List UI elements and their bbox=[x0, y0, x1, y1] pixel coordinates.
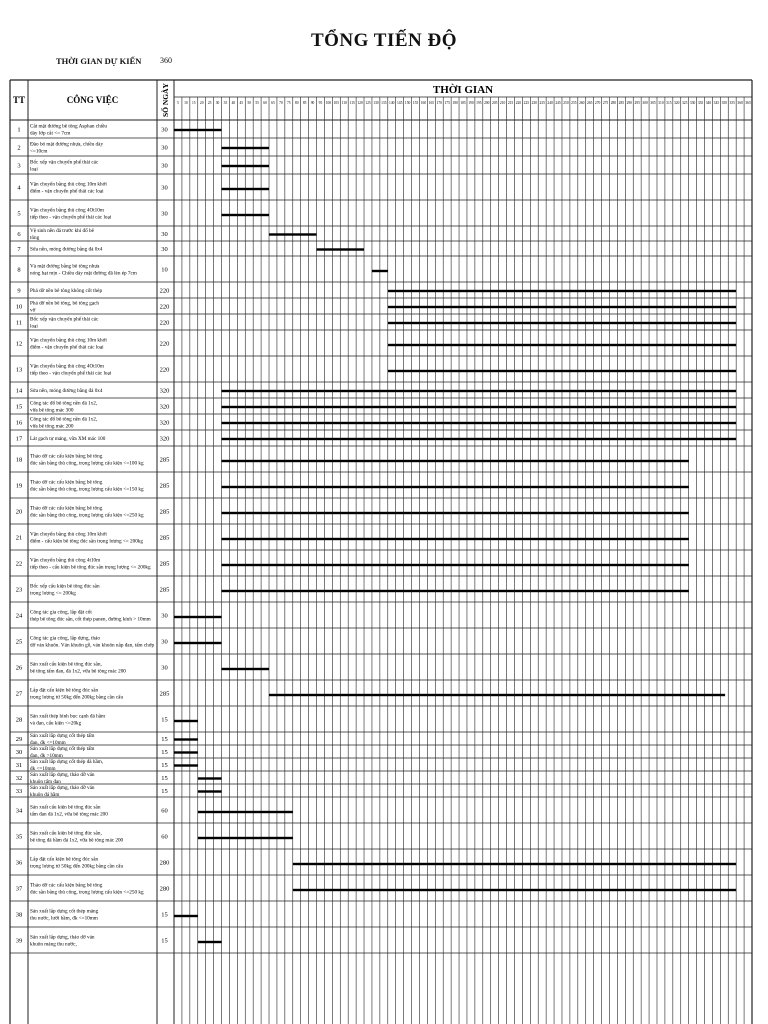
day-tick-label: 15 bbox=[191, 101, 196, 105]
day-tick-label: 270 bbox=[594, 101, 601, 105]
row-number: 9 bbox=[17, 287, 21, 295]
task-name: Sửa nền, móng đường bằng đá 0x4 bbox=[30, 246, 103, 253]
day-tick-label: 225 bbox=[523, 101, 530, 105]
task-name: Lắp đặt cấu kiện bê tông đúc sẵn trọng lượng từ 50kg đến 200kg bằng cần cẩu bbox=[30, 856, 124, 870]
gantt-bar bbox=[222, 214, 270, 216]
gantt-bar bbox=[222, 438, 737, 440]
row-number: 14 bbox=[15, 387, 23, 395]
gantt-bar bbox=[222, 165, 270, 167]
task-name: Tháo dỡ các cấu kiện bằng bê tông đúc sẵn bằng thủ công, trọng lượng cấu kiện <=250 kg bbox=[30, 505, 144, 519]
day-tick-label: 360 bbox=[737, 101, 743, 105]
day-tick-label: 65 bbox=[271, 101, 275, 105]
gantt-bar bbox=[372, 270, 388, 272]
day-tick-label: 150 bbox=[404, 101, 411, 105]
day-tick-label: 90 bbox=[310, 101, 315, 105]
day-tick-label: 330 bbox=[689, 101, 696, 105]
duration-days: 285 bbox=[159, 534, 170, 542]
task-name: Bốc xếp cấu kiện bê tông đúc sẵn trọng lượng <= 200kg bbox=[30, 583, 100, 597]
day-tick-label: 250 bbox=[563, 101, 569, 105]
duration-days: 320 bbox=[159, 435, 170, 443]
task-name: Bốc xếp vận chuyển phế thải các loại bbox=[30, 316, 99, 330]
task-name: Tháo dỡ các cấu kiện bằng bê tông đúc sẵn bằng thủ công, trọng lượng cấu kiện <=100 kg bbox=[30, 453, 144, 467]
gantt-bar bbox=[222, 486, 689, 488]
day-tick-label: 265 bbox=[586, 101, 593, 105]
day-tick-label: 365 bbox=[745, 101, 751, 105]
task-name: Công tác đổ bê tông nền đá 1x2, vữa bê tông mác 300 bbox=[30, 400, 98, 414]
header-task: CÔNG VIỆC bbox=[66, 95, 119, 105]
row-number: 30 bbox=[15, 749, 23, 756]
row-number: 18 bbox=[15, 456, 23, 464]
gantt-bar bbox=[174, 129, 222, 131]
task-name: Vận chuyển bằng thủ công 4Ot10m tiếp theo - vận chuyển phế thải các loại bbox=[30, 207, 112, 221]
row-number: 32 bbox=[15, 775, 23, 782]
duration-days: 285 bbox=[159, 508, 170, 516]
day-tick-label: 70 bbox=[279, 101, 283, 105]
task-name: Sản xuất cấu kiện bê tông đúc sẵn tấm đan đá 1x2, vữa bê tông mác 200 bbox=[30, 804, 108, 818]
task-name: Công tác đổ bê tông nền đá 1x2, vữa bê tông mác 200 bbox=[30, 416, 98, 430]
gantt-bar bbox=[174, 616, 222, 618]
duration-days: 15 bbox=[161, 716, 168, 724]
task-name: Tháo dỡ các cấu kiện bằng bê tông đúc sẵn bằng thủ công, trọng lượng cấu kiện <=250 kg bbox=[30, 882, 144, 896]
day-tick-label: 210 bbox=[499, 101, 506, 105]
day-tick-label: 290 bbox=[626, 101, 632, 105]
day-tick-label: 5 bbox=[177, 101, 179, 105]
gantt-bar bbox=[198, 941, 222, 943]
row-number: 21 bbox=[15, 534, 23, 542]
duration-days: 320 bbox=[159, 419, 170, 427]
day-tick-label: 315 bbox=[666, 101, 672, 105]
task-name: Sản xuất lắp dựng cốt thép tấm đan, đk >10mm bbox=[30, 746, 95, 759]
duration-days: 15 bbox=[161, 762, 168, 769]
day-tick-label: 55 bbox=[255, 101, 259, 105]
day-tick-label: 145 bbox=[396, 101, 403, 105]
row-number: 23 bbox=[15, 586, 23, 594]
row-number: 7 bbox=[17, 246, 21, 253]
row-number: 6 bbox=[17, 231, 21, 238]
gantt-bar bbox=[174, 915, 198, 917]
day-tick-label: 105 bbox=[333, 101, 340, 105]
row-number: 16 bbox=[15, 419, 23, 427]
gantt-bar bbox=[388, 370, 736, 372]
duration-days: 30 bbox=[161, 612, 168, 620]
row-number: 35 bbox=[15, 833, 23, 841]
day-tick-label: 170 bbox=[436, 101, 442, 105]
day-tick-label: 215 bbox=[507, 101, 514, 105]
duration-days: 285 bbox=[159, 690, 170, 698]
duration-days: 280 bbox=[159, 859, 170, 867]
duration-days: 10 bbox=[161, 266, 168, 274]
day-tick-label: 205 bbox=[491, 101, 498, 105]
day-tick-label: 95 bbox=[318, 101, 323, 105]
task-name: Sản xuất lắp dựng, tháo dỡ ván khuôn mảng thu nước, bbox=[30, 934, 95, 948]
task-name: Sản xuất lắp dựng cốt thép mảng thu nước, lưới hầm, đk <=10mm bbox=[30, 908, 99, 922]
day-tick-label: 255 bbox=[571, 101, 577, 105]
day-tick-label: 220 bbox=[515, 101, 522, 105]
gantt-bar bbox=[222, 512, 689, 514]
day-tick-label: 285 bbox=[618, 101, 625, 105]
day-tick-label: 275 bbox=[602, 101, 609, 105]
gantt-bar bbox=[174, 738, 198, 740]
gantt-bar bbox=[198, 837, 293, 839]
row-number: 20 bbox=[15, 508, 23, 516]
day-tick-label: 240 bbox=[547, 101, 553, 105]
day-tick-label: 40 bbox=[231, 101, 236, 105]
row-number: 2 bbox=[17, 144, 21, 152]
task-name: Sản xuất lắp dựng, tháo dỡ ván khuôn đá hầm bbox=[30, 785, 95, 798]
gantt-bar bbox=[222, 460, 689, 462]
day-tick-label: 340 bbox=[705, 101, 712, 105]
gantt-bar bbox=[222, 668, 270, 670]
duration-days: 30 bbox=[161, 144, 168, 152]
duration-days: 30 bbox=[161, 664, 168, 672]
duration-days: 60 bbox=[161, 807, 168, 815]
planned-duration-value: 360 bbox=[160, 56, 172, 65]
duration-days: 280 bbox=[159, 885, 170, 893]
task-name: Sản xuất lắp dựng, tháo dỡ ván khuôn tấm đan bbox=[30, 772, 95, 785]
task-name: Vận chuyển bằng thủ công 4Ot10m tiếp theo - vận chuyển phế thải các loại bbox=[30, 363, 112, 377]
gantt-bar bbox=[222, 188, 270, 190]
day-tick-label: 130 bbox=[373, 101, 379, 105]
day-tick-label: 50 bbox=[247, 101, 252, 105]
day-tick-label: 165 bbox=[428, 101, 435, 105]
day-tick-label: 305 bbox=[650, 101, 656, 105]
day-tick-label: 310 bbox=[658, 101, 664, 105]
row-number: 22 bbox=[15, 560, 23, 568]
day-tick-label: 80 bbox=[294, 101, 299, 105]
task-name: Sản xuất lắp dựng cốt thép tấm đan, đk <=10mm bbox=[30, 733, 95, 746]
task-name: Vệ sinh nền đá trước khi đổ bê tông bbox=[30, 228, 94, 241]
duration-days: 320 bbox=[159, 403, 170, 411]
gantt-bar bbox=[198, 777, 222, 779]
task-name: Vận chuyển bằng thủ công 10m khởi điểm - vận chuyển phế thải các loại bbox=[30, 181, 107, 195]
duration-days: 15 bbox=[161, 775, 168, 782]
row-number: 33 bbox=[15, 788, 23, 795]
task-name: Phá dỡ nền bê tông, bê tông gạch vỡ bbox=[30, 300, 100, 314]
row-number: 8 bbox=[17, 266, 21, 274]
gantt-bar bbox=[293, 889, 736, 891]
gantt-bar bbox=[174, 751, 198, 753]
planned-duration-label: THỜI GIAN DỰ KIẾN bbox=[56, 56, 142, 66]
row-number: 37 bbox=[15, 885, 23, 893]
row-number: 1 bbox=[17, 126, 21, 134]
task-name: Lát gạch tự mảng, vữa XM mác 100 bbox=[30, 436, 106, 442]
gantt-bar bbox=[317, 248, 365, 250]
duration-days: 220 bbox=[159, 340, 170, 348]
day-tick-label: 190 bbox=[468, 101, 474, 105]
duration-days: 30 bbox=[161, 184, 168, 192]
gantt-bar bbox=[198, 790, 222, 792]
gantt-bar bbox=[222, 390, 737, 392]
day-tick-label: 350 bbox=[721, 101, 727, 105]
row-number: 34 bbox=[15, 807, 23, 815]
task-name: Cắt mặt đường bê tông Asphan chiều dày lớp cắt <= 7cm bbox=[30, 123, 108, 137]
row-number: 26 bbox=[15, 664, 23, 672]
duration-days: 30 bbox=[161, 246, 168, 253]
gantt-bar bbox=[222, 147, 270, 149]
day-tick-label: 60 bbox=[263, 101, 267, 105]
row-number: 17 bbox=[15, 435, 23, 443]
day-tick-label: 345 bbox=[713, 101, 720, 105]
row-number: 29 bbox=[15, 736, 23, 743]
row-number: 15 bbox=[15, 403, 23, 411]
duration-days: 285 bbox=[159, 586, 170, 594]
duration-days: 30 bbox=[161, 231, 168, 238]
day-tick-label: 35 bbox=[223, 101, 228, 105]
day-tick-label: 110 bbox=[341, 101, 347, 105]
day-tick-label: 25 bbox=[207, 101, 212, 105]
duration-days: 15 bbox=[161, 911, 168, 919]
gantt-bar bbox=[222, 538, 689, 540]
gantt-bar bbox=[269, 694, 725, 696]
day-tick-label: 325 bbox=[682, 101, 688, 105]
day-tick-label: 230 bbox=[531, 101, 537, 105]
duration-days: 285 bbox=[159, 560, 170, 568]
day-tick-label: 295 bbox=[634, 101, 640, 105]
header-days: SỐ NGÀY bbox=[161, 83, 170, 117]
day-tick-label: 120 bbox=[357, 101, 363, 105]
row-number: 36 bbox=[15, 859, 23, 867]
gantt-bar bbox=[198, 811, 293, 813]
gantt-bar bbox=[174, 720, 198, 722]
day-tick-label: 260 bbox=[579, 101, 585, 105]
duration-days: 220 bbox=[159, 303, 170, 311]
row-number: 11 bbox=[15, 319, 23, 327]
day-tick-label: 85 bbox=[302, 101, 307, 105]
duration-days: 30 bbox=[161, 126, 168, 134]
row-number: 4 bbox=[17, 184, 21, 192]
row-number: 5 bbox=[17, 210, 21, 218]
task-name: Sửa nền, móng đường bằng đá 0x4 bbox=[30, 388, 103, 394]
duration-days: 220 bbox=[159, 319, 170, 327]
gantt-bar bbox=[174, 642, 222, 644]
task-name: Và mặt đường bằng bê tông nhựa nóng hạt mịn - Chiều dày mặt đường đã lèn ép 7cm bbox=[30, 263, 137, 277]
day-tick-label: 155 bbox=[412, 101, 419, 105]
day-tick-label: 180 bbox=[452, 101, 458, 105]
task-name: Phá dỡ nền bê tông không cốt thép bbox=[30, 288, 103, 294]
duration-days: 30 bbox=[161, 162, 168, 170]
duration-days: 60 bbox=[161, 833, 168, 841]
day-tick-label: 135 bbox=[381, 101, 387, 105]
duration-days: 15 bbox=[161, 736, 168, 743]
task-name: Công tác gia công, lắp dựng, tháo dỡ ván khuôn. Ván khuôn gỗ, ván khuôn nắp đan, tấm chớp bbox=[30, 635, 155, 649]
duration-days: 30 bbox=[161, 638, 168, 646]
day-tick-label: 300 bbox=[642, 101, 648, 105]
header-time: THỜI GIAN bbox=[432, 84, 494, 96]
day-tick-label: 320 bbox=[674, 101, 680, 105]
duration-days: 220 bbox=[159, 366, 170, 374]
day-tick-label: 20 bbox=[199, 101, 204, 105]
duration-days: 15 bbox=[161, 788, 168, 795]
day-tick-label: 200 bbox=[484, 101, 490, 105]
row-number: 39 bbox=[15, 937, 23, 945]
day-tick-label: 355 bbox=[729, 101, 735, 105]
gantt-bar bbox=[222, 406, 737, 408]
gantt-bar bbox=[222, 564, 689, 566]
gantt-bar bbox=[222, 422, 737, 424]
duration-days: 30 bbox=[161, 210, 168, 218]
day-tick-label: 30 bbox=[215, 101, 220, 105]
header-tt: TT bbox=[12, 95, 26, 105]
row-number: 13 bbox=[15, 366, 23, 374]
gantt-bar bbox=[388, 290, 736, 292]
row-number: 3 bbox=[17, 162, 21, 170]
row-number: 19 bbox=[15, 482, 23, 490]
day-tick-label: 115 bbox=[349, 101, 355, 105]
day-tick-label: 75 bbox=[287, 101, 291, 105]
day-tick-label: 160 bbox=[420, 101, 427, 105]
duration-days: 15 bbox=[161, 749, 168, 756]
task-name: Đào bỏ mặt đường nhựa, chiều dày <=10cm bbox=[30, 141, 104, 155]
day-tick-label: 45 bbox=[239, 101, 244, 105]
task-name: Sản xuất lắp dựng cốt thép đá hầm, đk <=10mm bbox=[30, 759, 104, 772]
task-name: Công tác gia công, lắp đặt cốt thép bê tông đúc sẵn, cốt thép panen, đường kính > 10mm bbox=[30, 609, 151, 623]
task-name: Vận chuyển bằng thủ công 10m khởi điểm - vận chuyển phế thải các loại bbox=[30, 337, 107, 351]
day-tick-label: 185 bbox=[460, 101, 466, 105]
gantt-bar bbox=[222, 590, 689, 592]
day-tick-label: 140 bbox=[389, 101, 395, 105]
row-number: 38 bbox=[15, 911, 23, 919]
task-name: Sản xuất cấu kiện bê tông đúc sẵn, bê tông tấm đan, đá 1x2, vữa bê tông mác 200 bbox=[30, 661, 126, 675]
day-tick-label: 175 bbox=[444, 101, 450, 105]
gantt-bar bbox=[388, 344, 736, 346]
duration-days: 320 bbox=[159, 387, 170, 395]
gantt-bar bbox=[293, 863, 736, 865]
duration-days: 285 bbox=[159, 482, 170, 490]
day-tick-label: 100 bbox=[325, 101, 332, 105]
task-name: Vận chuyển bằng thủ công 4t10m tiếp theo - cấu kiện bê tông đúc sẵn trọng lượng <= 200kg bbox=[30, 557, 151, 571]
gantt-bar bbox=[174, 764, 198, 766]
row-number: 10 bbox=[15, 303, 23, 311]
row-number: 28 bbox=[15, 716, 23, 724]
day-tick-label: 235 bbox=[539, 101, 545, 105]
day-tick-label: 245 bbox=[555, 101, 561, 105]
duration-days: 15 bbox=[161, 937, 168, 945]
day-tick-label: 125 bbox=[365, 101, 371, 105]
task-name: Sản xuất thép hình bọc cạnh đá hầm và đan, cấu kiện <=20kg bbox=[30, 713, 106, 727]
row-number: 12 bbox=[15, 340, 23, 348]
day-tick-label: 335 bbox=[697, 101, 704, 105]
day-tick-label: 10 bbox=[184, 101, 188, 105]
day-tick-label: 195 bbox=[476, 101, 482, 105]
task-name: Vận chuyển bằng thủ công 10m khởi điểm - cấu kiện bê tông đúc sẵn trọng lượng <= 200kg bbox=[30, 531, 143, 545]
page-title: TỔNG TIẾN ĐỘ bbox=[310, 30, 458, 51]
row-number: 24 bbox=[15, 612, 23, 620]
day-tick-label: 280 bbox=[610, 101, 617, 105]
task-name: Sản xuất cấu kiện bê tông đúc sẵn, bê tông đá hầm đá 1x2, vữa bê tông mác 200 bbox=[30, 830, 124, 844]
duration-days: 220 bbox=[159, 287, 170, 295]
row-number: 31 bbox=[15, 762, 23, 769]
row-number: 25 bbox=[15, 638, 23, 646]
row-number: 27 bbox=[15, 690, 23, 698]
gantt-bar bbox=[269, 233, 317, 235]
task-name: Bốc xếp vận chuyển phế thải các loại bbox=[30, 159, 99, 173]
gantt-bar bbox=[388, 306, 736, 308]
task-name: Lắp đặt cấu kiện bê tông đúc sẵn trọng lượng từ 50kg đến 200kg bằng cần cẩu bbox=[30, 687, 124, 701]
duration-days: 285 bbox=[159, 456, 170, 464]
gantt-bar bbox=[388, 322, 736, 324]
task-name: Tháo dỡ các cấu kiện bằng bê tông đúc sẵn bằng thủ công, trọng lượng cấu kiện <=150 kg bbox=[30, 479, 144, 493]
